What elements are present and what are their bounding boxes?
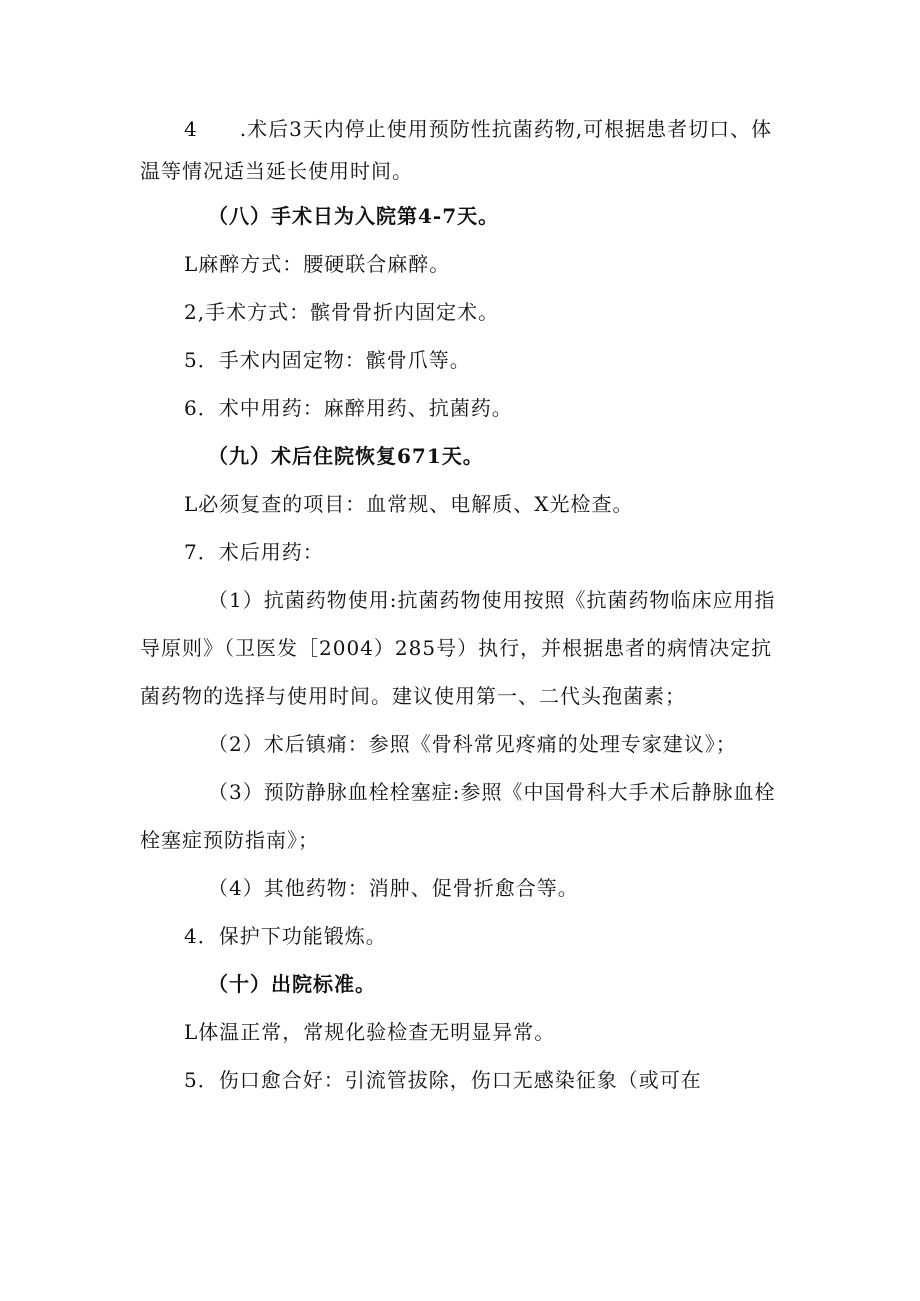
paragraph-normal-temperature: L体温正常，常规化验检查无明显异常。 [184, 1020, 556, 1044]
paragraph-vte-prevention: （3）预防静脉血栓栓塞症:参照《中国骨科大手术后静脉血栓栓塞症预防指南》； [140, 780, 776, 852]
paragraph-other-drugs: （4）其他药物：消肿、促骨折愈合等。 [208, 876, 579, 900]
paragraph-antibiotic-use: （1）抗菌药物使用:抗菌药物使用按照《抗菌药物临床应用指导原则》（卫医发［2004）285号）执行，并根据患者的病情决定抗菌药物的选择与使用时间。建议使用第一、二代头孢菌素； [140, 588, 776, 708]
paragraph-internal-fixation: 5．手术内固定物：髌骨爪等。 [184, 348, 471, 372]
paragraph-intraop-medication: 6．术中用药：麻醉用药、抗菌药。 [184, 396, 513, 420]
paragraph-surgery-method: 2,手术方式：髌骨骨折内固定术。 [184, 300, 500, 324]
paragraph-anesthesia-method: L麻醉方式：腰硬联合麻醉。 [184, 252, 451, 276]
paragraph-protected-exercise: 4．保护下功能锻炼。 [184, 924, 387, 948]
paragraph-postop-medication: 7．术后用药： [184, 540, 324, 564]
paragraph-postop-antibiotic-stop: 4 .术后3天内停止使用预防性抗菌药物,可根据患者切口、体温等情况适当延长使用时间。 [140, 117, 773, 183]
heading-postop-recovery: （九）术后住院恢复671天。 [208, 444, 484, 468]
paragraph-wound-healing: 5．伤口愈合好：引流管拔除，伤口无感染征象（或可在 [184, 1068, 702, 1092]
paragraph-required-recheck: L必须复查的项目：血常规、电解质、X光检查。 [184, 492, 634, 516]
heading-surgery-day: （八）手术日为入院第4-7天。 [208, 204, 500, 228]
document-body [140, 108, 790, 1104]
heading-discharge-criteria: （十）出院标准。 [208, 972, 376, 996]
paragraph-postop-analgesia: （2）术后镇痛：参照《骨科常见疼痛的处理专家建议》； [208, 732, 737, 756]
